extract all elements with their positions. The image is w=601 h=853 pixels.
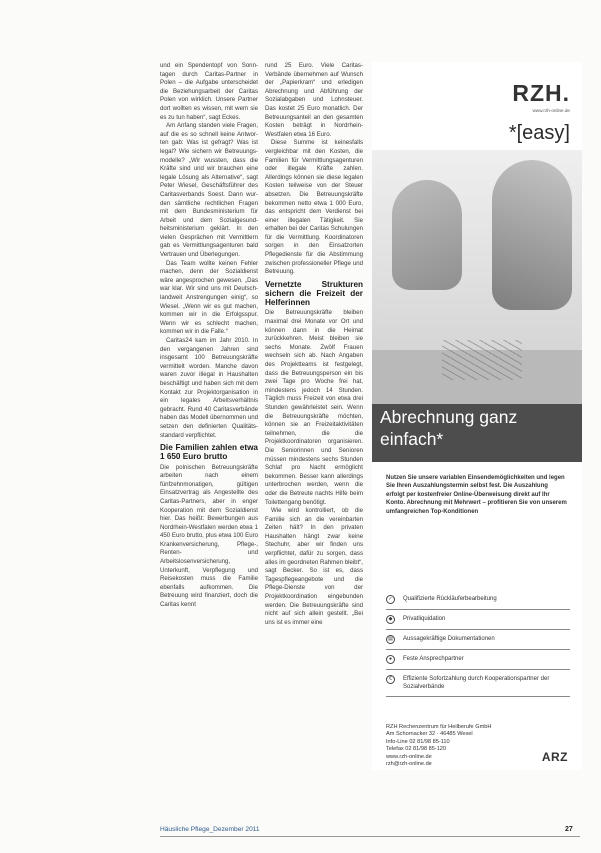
list-item: ◆ Privatliquidation [386,610,570,630]
photo-person-left [392,180,462,290]
ad-intro-text: Nutzen Sie unsere variablen Einsendemöglichkeiten und legen Sie Ihren Auszahlungstermin selbst fest. Die Auszahlung erfolgt per kostenfreier Online-Überweisung direkt auf Ihr Konto. Abrechnung mit Mehrwert – profitieren Sie von unserem umfangreichen Top-Konditionen [386,475,567,515]
photo-person-right [492,160,572,310]
ad-tagline: *[easy] [508,122,570,144]
list-item: € Effiziente Sofortzahlung durch Kooperationspartner der Sozialverbände [386,670,570,697]
list-item: ● Feste Ansprechpartner [386,650,570,670]
document-icon: ▤ [386,635,395,644]
photo-mikado-sticks [442,340,522,380]
magazine-footer: Häusliche Pflege_Dezember 2011 [160,826,260,833]
paragraph: und ein Spendentopf von Sonntagen durch Caritas-Partner in Polen – die Aufgabe unterscheidet die Beziehungsarbeit der Caritas Polen von wirklich. Unsere Partner dort wollten es wissen, mit wem sie es zu tun haben“, sagt Eckes. [160,62,258,121]
list-item: ✓ Qualifizierte Rückläuferbearbeitung [386,590,570,610]
ad-benefit-list [386,590,570,697]
footer-divider [160,836,580,837]
article-column-1 [160,62,258,610]
money-icon: € [386,675,395,684]
list-item: ▤ Aussagekräftige Dokumentationen [386,630,570,650]
subheading-families: Die Familien zahlen etwa 1 650 Euro brutto [160,443,258,462]
paragraph: Die polnischen Betreuungskräfte arbeiten nach einem fünfzehnmonatigen, gültigen Einsatzvertrag als Angestellte des Caritas-Partners, aber in enger Kooperation mit dem Sozialdienst hier. Das heißt: Bewerbungen aus Nordrhein-Westfalen werden etwa 1 450 Euro brutto, plus etwa 100 Euro Krankenversicherung, Pflege-, Renten- und Arbeitslosenversicherung, Unterkunft, Verpflegung und Reisekosten muss die Familie ebenfalls aufkommen. Die Betreuung wird finanziert, doch die Caritas kennt [160,463,258,609]
article-column-2 [265,62,363,627]
paragraph: Am Anfang standen viele Fragen, auf die es so schnell keine Antworten gab: Was ist gefragt? Was ist legal? Wie sichern wir Betreuungsmodelle? „Wir wussten, dass die Kräfte sind und wir brauchen eine legale Lösung als Alternative“, sagt Peter Wiesel, Geschäftsführer des Caritasverbands Soest. Dann wurden sämtliche rechtlichen Fragen mit dem Bundesministerium für Arbeit und dem Sozialgesundheitsministerium geklärt. In den vielen Gesprächen mit Vermittlern gab es Vermittlungsagenturen bald Vertrauen und Überlegungen. [160,122,258,259]
rzh-logo: RZH. [512,80,570,106]
ad-headline: Abrechnung ganz einfach* [380,407,518,449]
paragraph: Wie wird kontrolliert, ob die Familie sich an die vereinbarten Zeiten hält? In den privaten Haushalten hängt zwar keine Stechuhr, aber wir finden uns verpflichtet, dafür zu sorgen, dass alles im geordneten Rahmen bleibt“, sagt Becker. So ist es, dass Tagespflegeangebote und die Pflege-Dienste von der Projektkoordination eingebunden werden. Die Betreuungskräfte sind nicht auf sich allein gestellt. „Bei uns ist es immer eine [265,507,363,626]
ad-contact: RZH Rechenzentrum für Heilberufe GmbH Am Schornacker 32 · 46485 Wesel Info-Line 02 81/98 85-110 Telefax 02 81/98 85-120 www.rzh-online.de rzh@rzh-online.de [386,724,536,768]
paragraph: Das Team wollte keinen Fehler machen, denn der Sozialdienst wäre angesprochen gewesen. „Das war klar. Wir sind uns mit Deutschlandweit Anstrengungen einig“, so Wiesel. „Wenn wir es gut machen, kommen wir in die Erfolgsspur. Wenn wir es schlecht machen, kommen wir in die Falle.“ [160,259,258,336]
person-icon: ● [386,655,395,664]
shield-icon: ◆ [386,615,395,624]
page-number: 27 [565,826,573,833]
paragraph: Caritas24 kam im Jahr 2010. In den vergangenen Jahren sind insgesamt 100 Betreuungskräfte vermittelt worden. Manche davon waren zuvor illegal in Haushalten beschäftigt und haben sich mit dem Kontakt zur Projektorganisation in ein legales Arbeitsverhältnis gebracht. Rund 40 Caritasverbände haben das Modell übernommen und setzen den definierten Qualitätsstandard verpflichtet. [160,337,258,439]
paragraph: rund 25 Euro. Viele Caritas-Verbände übernehmen auf Wunsch der „Papierkram“ und erledigen Abrechnung und Abführung der Sozialabgaben und Lohnsteuer. Das kostet 25 Euro monatlich. Der Betreuungsanteil an den gesamten Kosten beträgt in Nordrhein-Westfalen etwa 16 Euro. [265,62,363,138]
website-link[interactable]: www.rzh-online.de [386,753,432,760]
check-icon: ✓ [386,595,395,604]
advertisement [372,62,582,770]
paragraph: Diese Summe ist keinesfalls vergleichbar mit den Kosten, die Familien für Vermittlungsagenturen oder illegale Kräfte zahlen. Allerdings können sie diese legalen Kosten teilweise von der Steuer absetzen. Die Betreuungskräfte bekommen netto etwa 1 000 Euro, das entspricht dem Verdienst bei einer illegalen Tätigkeit. Sie erhalten bei der Caritas Schulungen für die Vermittlung. Koordinatoren sorgen in den Einsatzorten Pflegedienste für die Abstimmung zwischen professioneller Pflege und Betreuung. [265,139,363,276]
paragraph: Die Betreuungskräfte bleiben maximal drei Monate vor Ort und können dann in die Heimat zurückkehren. Meist bleiben sie sechs Monate. Zwölf Frauen wechseln sich ab. Nach Angaben des Projektteams ist festgelegt, dass die Betreuungsperson ein bis zwei Tage pro Woche frei hat, mindestens jedoch 14 Stunden. Täglich muss Freizeit von etwa drei Stunden gewährleistet sein. Wenn die Betreuungskräfte möchten, können sie an Freizeitaktivitäten teilnehmen, die die Projektkoordinatoren organisieren. Die Seniorinnen und Senioren müssen mindestens sechs Stunden Schlaf pro Nacht ermöglicht bekommen. Besser kann allerdings unterbrochen werden, wenn die oder die Betreute nachts Hilfe beim Toilettengang benötigt. [265,309,363,506]
subheading-structures: Vernetzte Strukturen sichern die Freizeit der Helferinnen [265,279,363,308]
email-link[interactable]: rzh@rzh-online.de [386,761,432,768]
arz-logo: ARZ [541,750,568,764]
rzh-url: www.rzh-online.de [532,108,570,113]
